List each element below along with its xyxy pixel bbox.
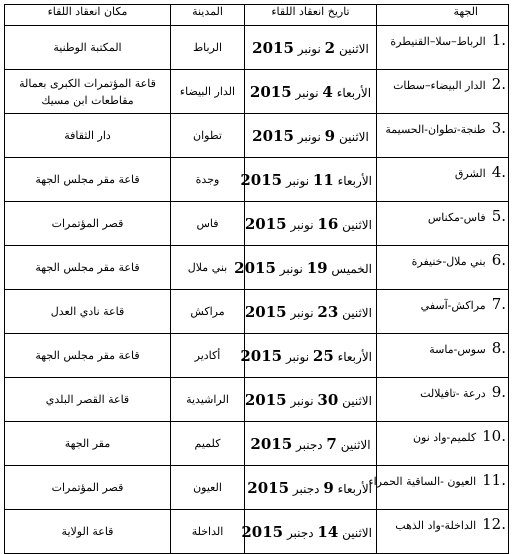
table-row <box>5 114 509 158</box>
date-cell <box>245 290 377 334</box>
region-name: العيون -الساقية الحمراء <box>368 475 477 488</box>
date-cell <box>245 378 377 422</box>
header-venue: مكان انعقاد اللقاء <box>5 5 171 26</box>
day-number: 9 <box>323 478 334 497</box>
region-name: طنجة-تطوان-الحسيمة <box>385 123 486 136</box>
row-number: 4. <box>491 163 506 181</box>
region-cell <box>377 422 509 466</box>
venue-cell: قاعة نادي العدل <box>5 290 171 334</box>
weekday: الاثنين <box>342 393 372 408</box>
city-cell: العيون <box>171 466 245 510</box>
month: دجنبر <box>286 525 314 540</box>
city-cell: مراكش <box>171 290 245 334</box>
city-cell: تطوان <box>171 114 245 158</box>
table-row <box>5 378 509 422</box>
city-cell: كلميم <box>171 422 245 466</box>
venue-cell: قاعة مقر مجلس الجهة <box>5 334 171 378</box>
weekday: الاثنين <box>338 129 369 144</box>
venue-cell: قاعة مقر مجلس الجهة <box>5 158 171 202</box>
weekday: الاثنين <box>342 525 372 540</box>
table-row <box>5 466 509 510</box>
table-row <box>5 70 509 114</box>
table-row <box>5 510 509 554</box>
table-row <box>5 422 509 466</box>
day-number: 30 <box>317 390 339 409</box>
date-cell <box>234 246 377 290</box>
date-cell <box>245 70 377 114</box>
region-name: الرباط–سلا–القنيطرة <box>390 35 486 48</box>
region-cell <box>377 334 509 378</box>
month: نونبر <box>279 261 303 276</box>
date-cell <box>240 334 377 378</box>
weekday: الاثنين <box>340 437 371 452</box>
city-cell: الراشيدية <box>171 378 245 422</box>
row-number: 2. <box>491 75 506 93</box>
row-number: 12. <box>482 515 506 533</box>
row-number: 7. <box>491 295 506 313</box>
header-region: الجهة <box>377 5 509 26</box>
weekday: الاثنين <box>338 41 369 56</box>
region-name: كلميم-واد نون <box>412 431 477 444</box>
city-cell: الدار البيضاء <box>171 70 245 114</box>
city-cell: الرباط <box>171 26 245 70</box>
year: 2015 <box>244 214 287 233</box>
year: 2015 <box>244 390 287 409</box>
region-name: سوس-ماسة <box>429 343 486 356</box>
region-cell <box>377 26 509 70</box>
row-number: 8. <box>491 339 506 357</box>
table-row <box>5 290 509 334</box>
venue-cell: قصر المؤتمرات <box>5 466 171 510</box>
day-number: 19 <box>306 258 328 277</box>
region-cell <box>377 290 509 334</box>
region-cell <box>377 70 509 114</box>
region-name: مراكش-آسفي <box>420 299 486 312</box>
month: نونبر <box>297 129 321 144</box>
row-number: 11. <box>482 471 506 489</box>
header-city: المدينة <box>171 5 245 26</box>
month: نونبر <box>290 305 314 320</box>
region-name: فاس-مكناس <box>427 211 486 224</box>
venue-cell: قاعة الولاية <box>5 510 171 554</box>
year: 2015 <box>249 82 292 101</box>
region-name: الشرق <box>454 167 486 180</box>
day-number: 11 <box>312 170 334 189</box>
month: نونبر <box>285 349 310 364</box>
day-number: 4 <box>322 82 333 101</box>
day-number: 16 <box>317 214 339 233</box>
day-number: 7 <box>326 434 337 453</box>
month: نونبر <box>295 85 319 100</box>
year: 2015 <box>234 258 276 277</box>
region-cell <box>377 114 509 158</box>
region-cell <box>377 378 509 422</box>
date-cell <box>245 422 377 466</box>
weekday: الأربعاء <box>337 349 372 364</box>
month: نونبر <box>297 41 321 56</box>
day-number: 14 <box>317 522 339 541</box>
venue-cell: دار الثقافة <box>5 114 171 158</box>
year: 2015 <box>252 38 294 57</box>
header-row <box>5 5 509 26</box>
venue-cell: قاعة مقر مجلس الجهة <box>5 246 171 290</box>
month: دجنبر <box>295 437 323 452</box>
region-name: الدار البيضاء–سطات <box>393 79 486 92</box>
day-number: 2 <box>324 38 336 57</box>
month: دجنبر <box>292 481 320 496</box>
venue-cell: قاعة المؤتمرات الكبرى بعمالة مقاطعات ابن مسيك <box>5 70 171 114</box>
date-cell <box>240 158 377 202</box>
day-number: 9 <box>324 126 336 145</box>
row-number: 9. <box>491 383 506 401</box>
year: 2015 <box>240 346 283 365</box>
venue-cell: مقر الجهة <box>5 422 171 466</box>
month: نونبر <box>285 173 310 188</box>
city-cell: الداخلة <box>171 510 245 554</box>
date-cell <box>245 114 377 158</box>
row-number: 10. <box>482 427 506 445</box>
region-cell <box>377 246 509 290</box>
year: 2015 <box>241 522 284 541</box>
weekday: الأربعاء <box>336 85 372 100</box>
row-number: 1. <box>491 31 506 49</box>
date-cell <box>245 202 377 246</box>
year: 2015 <box>247 478 290 497</box>
city-cell: وجدة <box>171 158 245 202</box>
region-name: بني ملال-خنيفرة <box>411 255 486 268</box>
city-cell: فاس <box>171 202 245 246</box>
venue-cell: قاعة القصر البلدي <box>5 378 171 422</box>
city-cell: أكادير <box>171 334 245 378</box>
table-row <box>5 158 509 202</box>
month: نونبر <box>290 393 314 408</box>
region-cell <box>377 158 509 202</box>
table-row <box>5 334 509 378</box>
table-row <box>5 26 509 70</box>
weekday: الأربعاء <box>337 481 372 496</box>
row-number: 6. <box>491 251 506 269</box>
year: 2015 <box>244 302 287 321</box>
meetings-schedule-table <box>4 4 509 554</box>
date-cell <box>245 466 377 510</box>
month: نونبر <box>290 217 314 232</box>
header-date: تاريخ انعقاد اللقاء <box>245 5 377 26</box>
venue-cell: المكتبة الوطنية <box>5 26 171 70</box>
region-name: درعة -تافيلالت <box>420 387 486 400</box>
year: 2015 <box>250 434 293 453</box>
table-row <box>5 202 509 246</box>
row-number: 3. <box>491 119 506 137</box>
year: 2015 <box>252 126 294 145</box>
region-cell <box>377 202 509 246</box>
venue-cell: قصر المؤتمرات <box>5 202 171 246</box>
day-number: 25 <box>312 346 334 365</box>
weekday: الاثنين <box>342 305 372 320</box>
day-number: 23 <box>317 302 339 321</box>
region-cell <box>368 466 509 510</box>
region-cell <box>377 510 509 554</box>
table-row <box>5 246 509 290</box>
weekday: الاثنين <box>342 217 372 232</box>
weekday: الخميس <box>331 261 372 276</box>
date-cell <box>241 510 377 554</box>
city-cell: بني ملال <box>171 246 245 290</box>
date-cell <box>245 26 377 70</box>
row-number: 5. <box>491 207 506 225</box>
weekday: الأربعاء <box>337 173 372 188</box>
year: 2015 <box>240 170 283 189</box>
region-name: الداخلة-واد الذهب <box>395 519 477 532</box>
